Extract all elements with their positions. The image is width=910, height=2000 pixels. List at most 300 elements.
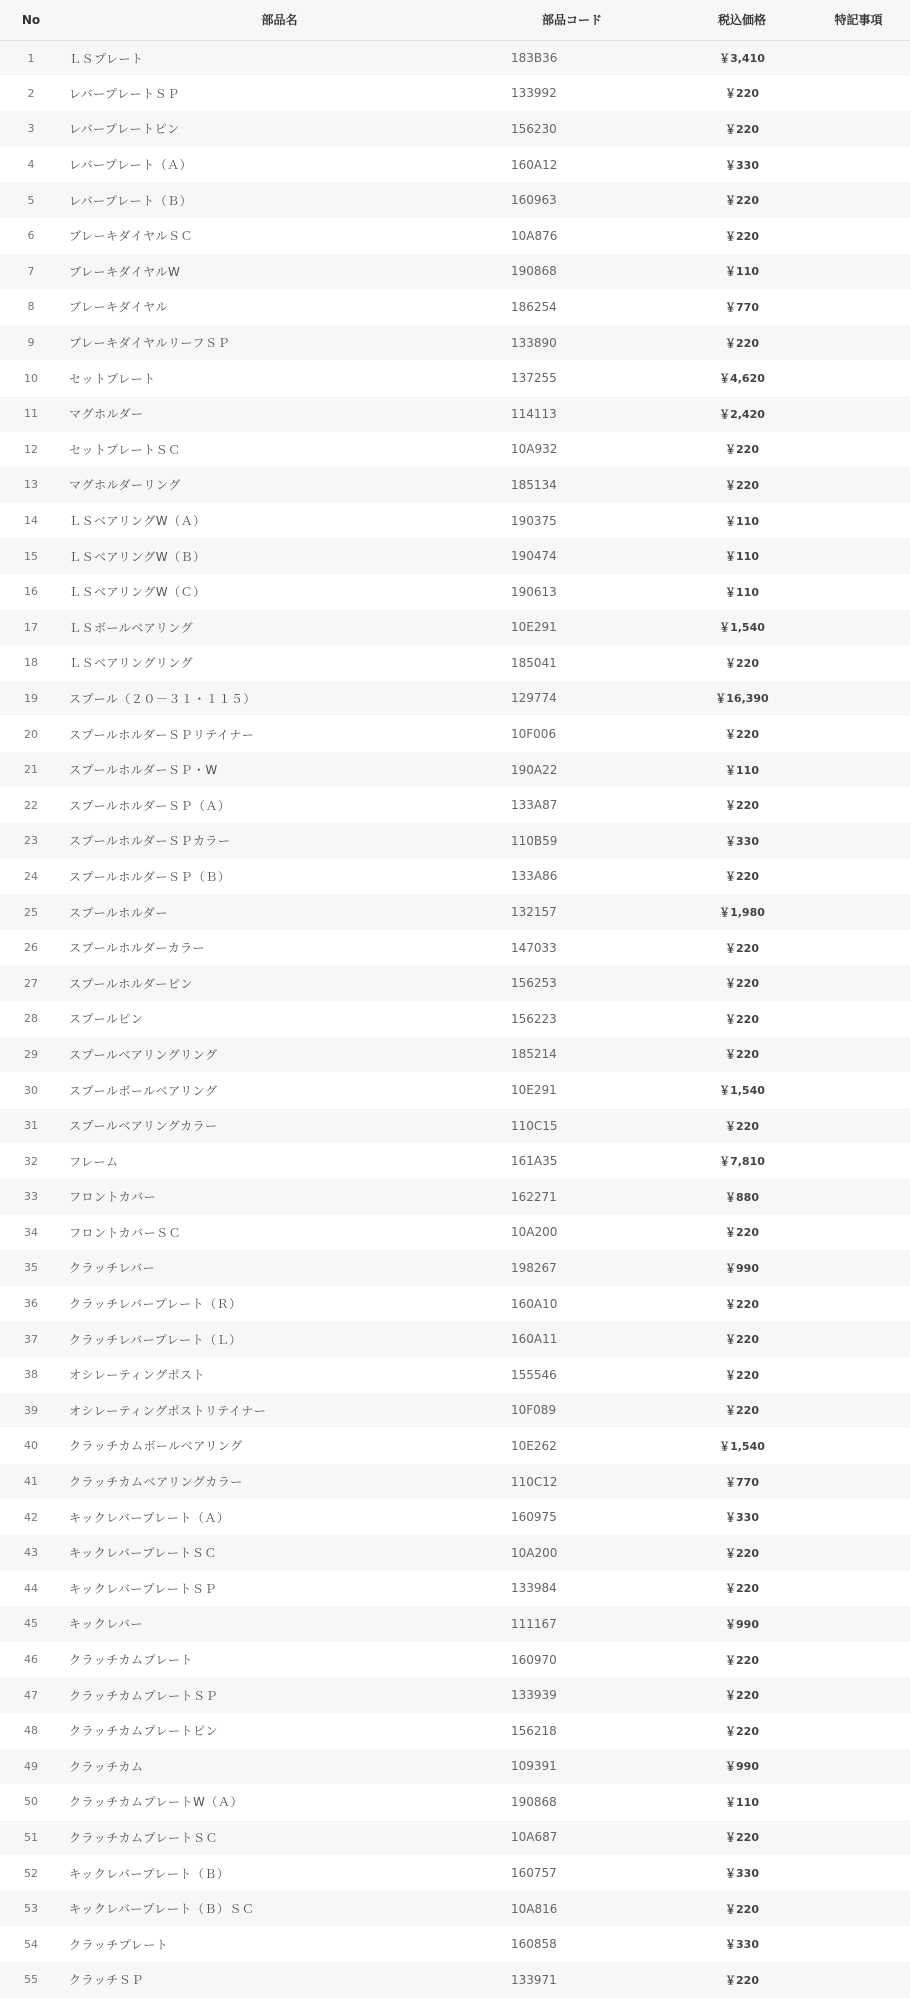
row-part-name: クラッチカムボールベアリング	[69, 1439, 243, 1454]
row-price: ￥110	[725, 550, 759, 564]
row-no: 34	[24, 1225, 38, 1239]
table-row	[0, 1926, 910, 1962]
row-part-code: 185041	[511, 655, 557, 670]
row-part-code: 156223	[511, 1011, 557, 1026]
row-no: 33	[24, 1190, 38, 1204]
row-no: 23	[24, 834, 38, 848]
row-price: ￥330	[725, 1511, 759, 1525]
row-note	[807, 1784, 910, 1820]
row-no: 28	[24, 1012, 38, 1026]
row-part-name: マグホルダー	[69, 407, 144, 422]
row-note	[807, 147, 910, 183]
row-part-code: 10F006	[511, 727, 557, 742]
table-row	[0, 965, 910, 1001]
table-row	[0, 1784, 910, 1820]
row-part-code: 109391	[511, 1759, 557, 1774]
row-no: 53	[24, 1902, 38, 1916]
row-no: 13	[24, 478, 38, 492]
table-row	[0, 1001, 910, 1037]
row-part-code: 161A35	[511, 1154, 558, 1169]
row-part-code: 147033	[511, 940, 557, 955]
table-row	[0, 859, 910, 895]
row-note	[807, 1642, 910, 1678]
row-note	[807, 823, 910, 859]
row-no: 15	[24, 549, 38, 563]
row-part-code: 162271	[511, 1189, 557, 1204]
row-no: 22	[24, 798, 38, 812]
row-part-code: 160975	[511, 1510, 557, 1525]
row-note	[807, 1072, 910, 1108]
row-no: 46	[24, 1653, 38, 1667]
row-part-name: ブレーキダイヤルW	[69, 264, 181, 279]
row-note	[807, 610, 910, 646]
row-price: ￥220	[725, 870, 759, 884]
table-row	[0, 1179, 910, 1215]
row-part-name: スプールホルダーＳＰカラー	[69, 834, 231, 849]
row-no: 11	[24, 407, 38, 421]
row-no: 41	[24, 1475, 38, 1489]
row-part-code: 160757	[511, 1866, 557, 1881]
row-no: 26	[24, 941, 38, 955]
row-note	[807, 1321, 910, 1357]
row-note	[807, 1001, 910, 1037]
row-part-name: フレーム	[69, 1154, 119, 1169]
header-row	[0, 0, 910, 40]
row-no: 10	[24, 371, 38, 385]
row-part-code: 156230	[511, 121, 557, 136]
row-no: 42	[24, 1510, 38, 1524]
table-row	[0, 1749, 910, 1785]
row-part-name: オシレーティングポストリテイナー	[69, 1403, 267, 1418]
row-part-code: 111167	[511, 1616, 557, 1631]
row-price: ￥110	[725, 265, 759, 279]
row-part-name: オシレーティングポスト	[69, 1368, 206, 1383]
row-part-name: キックレバー	[69, 1617, 143, 1632]
row-note	[807, 1037, 910, 1073]
table-row	[0, 467, 910, 503]
row-price: ￥880	[725, 1190, 759, 1204]
row-no: 7	[27, 264, 35, 278]
row-part-name: スプールホルダーＳＰ（Ａ）	[69, 798, 231, 813]
row-no: 12	[24, 442, 38, 456]
row-part-name: セットプレート	[69, 371, 156, 386]
row-price: ￥220	[725, 1724, 759, 1738]
row-no: 44	[24, 1581, 38, 1595]
row-no: 18	[24, 656, 38, 670]
row-no: 38	[24, 1368, 38, 1382]
row-part-name: ブレーキダイヤルリーフＳＰ	[69, 336, 230, 351]
row-part-name: クラッチカムプレートＳＰ	[69, 1688, 219, 1703]
row-note	[807, 752, 910, 788]
table-row	[0, 1143, 910, 1179]
row-part-code: 129774	[511, 691, 557, 706]
table-row	[0, 1606, 910, 1642]
row-price: ￥220	[725, 941, 759, 955]
row-price: ￥220	[725, 229, 759, 243]
row-note	[807, 1749, 910, 1785]
row-note	[807, 681, 910, 717]
row-price: ￥110	[725, 763, 759, 777]
row-note	[807, 1179, 910, 1215]
row-part-name: スプールピン	[69, 1012, 144, 1027]
row-price: ￥990	[725, 1760, 759, 1774]
row-note	[807, 1713, 910, 1749]
table-row	[0, 182, 910, 218]
row-no: 32	[24, 1154, 38, 1168]
row-part-code: 110C12	[511, 1474, 558, 1489]
row-part-code: 10A876	[511, 228, 558, 243]
row-price: ￥220	[725, 122, 759, 136]
table-row	[0, 645, 910, 681]
row-part-name: スプールホルダーＳＰリテイナー	[69, 727, 255, 742]
row-price: ￥3,410	[719, 52, 765, 66]
table-row	[0, 574, 910, 610]
row-part-code: 190A22	[511, 762, 558, 777]
row-part-code: 190474	[511, 549, 557, 564]
row-price: ￥220	[725, 728, 759, 742]
row-part-code: 156253	[511, 976, 557, 991]
row-no: 47	[24, 1688, 38, 1702]
row-part-code: 132157	[511, 905, 557, 920]
row-no: 4	[27, 158, 35, 172]
row-price: ￥220	[725, 1368, 759, 1382]
table-row	[0, 1571, 910, 1607]
row-no: 14	[24, 514, 38, 528]
row-no: 31	[24, 1119, 38, 1133]
row-part-name: レバープレート（Ｂ）	[69, 193, 193, 208]
row-part-code: 160970	[511, 1652, 557, 1667]
row-price: ￥1,980	[719, 906, 765, 920]
row-no: 52	[24, 1866, 38, 1880]
table-row	[0, 111, 910, 147]
row-part-name: ＬＳベアリングW（Ａ）	[69, 514, 206, 529]
row-note	[807, 1891, 910, 1927]
row-note	[807, 1677, 910, 1713]
row-note	[807, 1215, 910, 1251]
row-part-name: ＬＳボールベアリング	[69, 620, 194, 635]
row-price: ￥7,810	[719, 1155, 765, 1169]
table-row	[0, 218, 910, 254]
row-part-code: 133A87	[511, 798, 558, 813]
table-row	[0, 1321, 910, 1357]
row-price: ￥220	[725, 1226, 759, 1240]
table-row	[0, 1072, 910, 1108]
row-no: 50	[24, 1795, 38, 1809]
row-note	[807, 894, 910, 930]
table-row	[0, 503, 910, 539]
row-part-name: スプールホルダーＳＰ（Ｂ）	[69, 869, 231, 884]
table-row	[0, 1677, 910, 1713]
table-row	[0, 254, 910, 290]
row-note	[807, 182, 910, 218]
table-row	[0, 147, 910, 183]
header-no: No	[21, 12, 41, 27]
row-part-name: クラッチカムベアリングカラー	[69, 1475, 243, 1490]
row-part-code: 133890	[511, 335, 557, 350]
table-row	[0, 1108, 910, 1144]
row-part-name: クラッチカム	[69, 1759, 144, 1774]
table-row	[0, 823, 910, 859]
table-row	[0, 360, 910, 396]
row-part-name: ＬＳベアリングW（Ｃ）	[69, 585, 206, 600]
row-price: ￥1,540	[719, 1439, 765, 1453]
row-part-name: レバープレートピン	[69, 122, 180, 137]
row-no: 40	[24, 1439, 38, 1453]
row-no: 30	[24, 1083, 38, 1097]
table-row	[0, 752, 910, 788]
row-part-code: 198267	[511, 1260, 557, 1275]
row-part-name: ＬＳベアリングリング	[69, 656, 194, 671]
row-note	[807, 76, 910, 112]
row-part-name: クラッチレバープレート（Ｒ）	[69, 1297, 242, 1312]
table-row	[0, 76, 910, 112]
row-part-name: クラッチカムプレート	[69, 1653, 194, 1668]
row-note	[807, 1499, 910, 1535]
table-row	[0, 1820, 910, 1856]
row-part-code: 190613	[511, 584, 557, 599]
row-note	[807, 1393, 910, 1429]
table-row	[0, 681, 910, 717]
row-price: ￥220	[725, 1831, 759, 1845]
row-note	[807, 859, 910, 895]
row-no: 45	[24, 1617, 38, 1631]
row-note	[807, 432, 910, 468]
row-price: ￥220	[725, 656, 759, 670]
row-price: ￥220	[725, 1119, 759, 1133]
row-price: ￥330	[725, 158, 759, 172]
row-no: 36	[24, 1297, 38, 1311]
row-note	[807, 360, 910, 396]
row-no: 27	[24, 976, 38, 990]
row-no: 35	[24, 1261, 38, 1275]
table-row	[0, 716, 910, 752]
table-row	[0, 787, 910, 823]
row-note	[807, 111, 910, 147]
row-no: 39	[24, 1403, 38, 1417]
row-price: ￥770	[725, 300, 759, 314]
row-note	[807, 467, 910, 503]
row-note	[807, 716, 910, 752]
row-part-code: 10E291	[511, 1083, 557, 1098]
row-price: ￥4,620	[719, 372, 765, 386]
row-no: 9	[27, 336, 35, 350]
row-part-code: 10A687	[511, 1830, 558, 1845]
row-part-code: 133984	[511, 1581, 557, 1596]
row-no: 54	[24, 1937, 38, 1951]
row-no: 25	[24, 905, 38, 919]
table-row	[0, 1499, 910, 1535]
row-price: ￥220	[725, 443, 759, 457]
row-note	[807, 1571, 910, 1607]
row-price: ￥220	[725, 1973, 759, 1987]
row-part-name: キックレバープレート（Ｂ）ＳＣ	[69, 1902, 255, 1917]
row-part-name: ブレーキダイヤル	[69, 300, 169, 315]
row-part-name: クラッチレバープレート（Ｌ）	[69, 1332, 242, 1347]
row-part-name: スプールベアリングリング	[69, 1047, 218, 1062]
row-note	[807, 1357, 910, 1393]
row-part-code: 190868	[511, 1794, 557, 1809]
row-price: ￥220	[725, 799, 759, 813]
row-no: 48	[24, 1724, 38, 1738]
table-row	[0, 1428, 910, 1464]
table-row	[0, 1962, 910, 1998]
row-part-code: 110C15	[511, 1118, 558, 1133]
row-part-name: キックレバープレート（Ａ）	[69, 1510, 230, 1525]
row-price: ￥220	[725, 194, 759, 208]
row-part-code: 155546	[511, 1367, 557, 1382]
row-part-code: 114113	[511, 406, 557, 421]
row-no: 2	[27, 86, 35, 100]
table-row	[0, 1891, 910, 1927]
row-no: 6	[27, 229, 35, 243]
row-part-code: 10F089	[511, 1403, 557, 1418]
row-note	[807, 1464, 910, 1500]
row-no: 49	[24, 1759, 38, 1773]
row-part-name: スプールホルダーカラー	[69, 941, 206, 956]
table-row	[0, 930, 910, 966]
row-part-name: レバープレートＳＰ	[69, 86, 180, 101]
row-part-code: 160A10	[511, 1296, 558, 1311]
row-no: 55	[24, 1973, 38, 1987]
row-note	[807, 1820, 910, 1856]
row-part-code: 10A816	[511, 1901, 558, 1916]
row-part-code: 110B59	[511, 833, 558, 848]
row-price: ￥220	[725, 87, 759, 101]
row-part-name: スプールホルダーピン	[69, 976, 193, 991]
row-part-name: キックレバープレート（Ｂ）	[69, 1866, 230, 1881]
row-price: ￥220	[725, 1297, 759, 1311]
table-body	[0, 40, 910, 1998]
row-part-name: レバープレート（Ａ）	[69, 158, 193, 173]
row-no: 3	[27, 122, 35, 136]
row-price: ￥990	[725, 1261, 759, 1275]
row-part-code: 133939	[511, 1688, 557, 1703]
table-row	[0, 1250, 910, 1286]
row-note	[807, 1926, 910, 1962]
table-row	[0, 432, 910, 468]
row-no: 43	[24, 1546, 38, 1560]
header-note: 特記事項	[834, 13, 883, 28]
row-part-code: 160858	[511, 1937, 557, 1952]
row-part-name: スプールホルダー	[69, 905, 168, 920]
row-price: ￥220	[725, 1048, 759, 1062]
row-no: 51	[24, 1830, 38, 1844]
row-part-name: スプールベアリングカラー	[69, 1119, 218, 1134]
row-price: ￥220	[725, 1333, 759, 1347]
row-price: ￥220	[725, 478, 759, 492]
row-note	[807, 40, 910, 76]
table-row	[0, 894, 910, 930]
table-row	[0, 1037, 910, 1073]
row-part-code: 160A12	[511, 157, 558, 172]
row-note	[807, 787, 910, 823]
row-price: ￥220	[725, 1653, 759, 1667]
row-note	[807, 1606, 910, 1642]
row-part-name: クラッチカムプレートW（Ａ）	[69, 1795, 243, 1810]
row-part-name: キックレバープレートＳＰ	[69, 1581, 217, 1596]
row-part-name: スプール（２０－３１・１１５）	[69, 691, 256, 706]
row-part-name: セットプレートＳＣ	[69, 442, 181, 457]
row-note	[807, 1143, 910, 1179]
row-part-code: 160A11	[511, 1332, 558, 1347]
row-part-code: 133992	[511, 86, 557, 101]
row-price: ￥220	[725, 336, 759, 350]
row-part-code: 156218	[511, 1723, 557, 1738]
row-note	[807, 1286, 910, 1322]
row-part-code: 133A86	[511, 869, 558, 884]
row-part-code: 190868	[511, 264, 557, 279]
row-no: 19	[24, 691, 38, 705]
table-row	[0, 1855, 910, 1891]
row-note	[807, 1535, 910, 1571]
table-row	[0, 538, 910, 574]
row-note	[807, 254, 910, 290]
row-part-name: ＬＳベアリングW（Ｂ）	[69, 549, 206, 564]
row-part-code: 185134	[511, 477, 557, 492]
row-part-code: 160963	[511, 193, 557, 208]
row-price: ￥220	[725, 977, 759, 991]
row-note	[807, 574, 910, 610]
row-note	[807, 1250, 910, 1286]
row-price: ￥330	[725, 1938, 759, 1952]
row-price: ￥770	[725, 1475, 759, 1489]
row-note	[807, 289, 910, 325]
row-note	[807, 1962, 910, 1998]
row-note	[807, 930, 910, 966]
table-row	[0, 40, 910, 76]
row-note	[807, 396, 910, 432]
row-part-name: ブレーキダイヤルＳＣ	[69, 229, 194, 244]
row-price: ￥990	[725, 1617, 759, 1631]
row-no: 24	[24, 869, 38, 883]
row-no: 20	[24, 727, 38, 741]
row-note	[807, 503, 910, 539]
row-part-code: 185214	[511, 1047, 557, 1062]
table-row	[0, 1215, 910, 1251]
row-note	[807, 1108, 910, 1144]
row-part-name: クラッチＳＰ	[69, 1973, 144, 1988]
table-header	[0, 0, 910, 40]
row-part-code: 186254	[511, 299, 557, 314]
table-row	[0, 1713, 910, 1749]
header-part-name: 部品名	[261, 13, 298, 28]
row-part-code: 10A200	[511, 1225, 558, 1240]
row-no: 37	[24, 1332, 38, 1346]
row-note	[807, 218, 910, 254]
row-price: ￥220	[725, 1902, 759, 1916]
row-part-code: 137255	[511, 371, 557, 386]
table-row	[0, 1286, 910, 1322]
row-price: ￥220	[725, 1012, 759, 1026]
row-no: 5	[27, 193, 35, 207]
row-price: ￥1,540	[719, 621, 765, 635]
table-row	[0, 1464, 910, 1500]
row-note	[807, 645, 910, 681]
header-part-code: 部品コード	[542, 13, 603, 28]
row-part-name: スプールボールベアリング	[69, 1083, 218, 1098]
row-part-code: 183B36	[511, 51, 558, 66]
row-no: 1	[27, 51, 35, 65]
row-no: 16	[24, 585, 38, 599]
row-note	[807, 538, 910, 574]
row-part-name: スプールホルダーＳＰ・W	[69, 763, 218, 778]
row-part-code: 10A200	[511, 1545, 558, 1560]
row-part-code: 10A932	[511, 442, 558, 457]
row-price: ￥110	[725, 514, 759, 528]
table-row	[0, 1357, 910, 1393]
row-no: 17	[24, 620, 38, 634]
table-row	[0, 1535, 910, 1571]
